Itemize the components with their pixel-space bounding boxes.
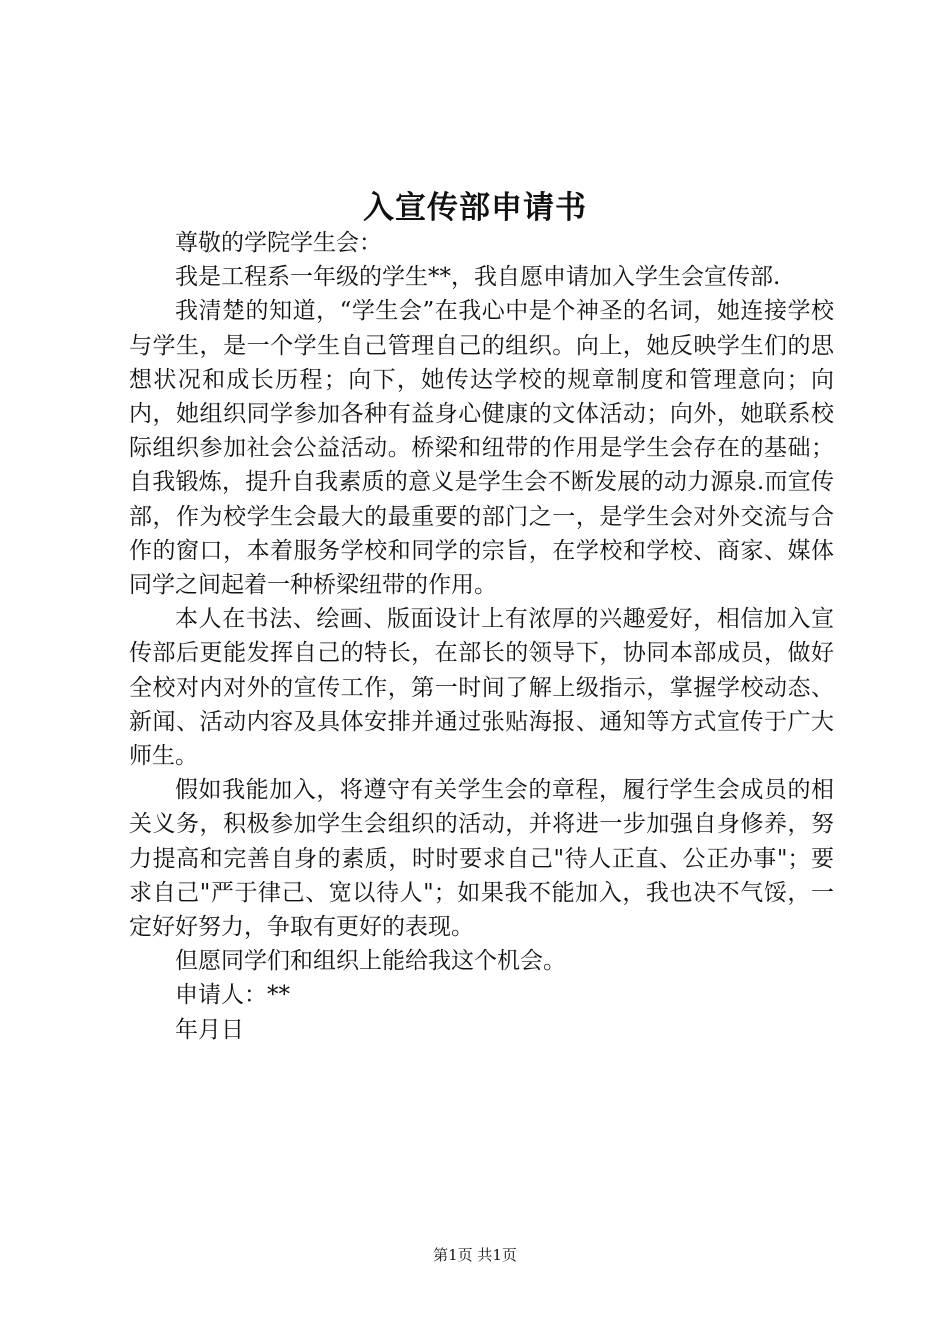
paragraph-skills: 本人在书法、绘画、版面设计上有浓厚的兴趣爱好，相信加入宣传部后更能发挥自己的特长，在部长的领导下，协同本部成员，做好全校对内对外的宣传工作，第一时间了解上级指示，掌握学校动态、新闻、活动内容及具体安排并通过张贴海报、通知等方式宣传于广大师生。 bbox=[129, 606, 834, 770]
salutation: 尊敬的学院学生会： bbox=[175, 230, 382, 256]
document-body bbox=[129, 226, 834, 1047]
paragraph-commitment: 假如我能加入，将遵守有关学生会的章程，履行学生会成员的相关义务，积极参加学生会组织的活动，并将进一步加强自身修养，努力提高和完善自身的素质，时时要求自己"待人正直、公正办事"；要求自己"严于律己、宽以待人"；如果我不能加入，我也决不气馁，一定好好努力，争取有更好的表现。 bbox=[129, 777, 834, 941]
paragraph-intro: 我是工程系一年级的学生**，我自愿申请加入学生会宣传部. bbox=[175, 264, 781, 291]
paragraph-understanding: 我清楚的知道，“学生会”在我心中是个神圣的名词，她连接学校与学生，是一个学生自己管理自己的组织。向上，她反映学生们的思想状况和成长历程；向下，她传达学校的规章制度和管理意向；向内，她组织同学参加各种有益身心健康的文体活动；向外，她联系校际组织参加社会公益活动。桥梁和纽带的作用是学生会存在的基础；自我锻炼，提升自我素质的意义是学生会不断发展的动力源泉.而宣传部，作为校学生会最大的最重要的部门之一，是学生会对外交流与合作的窗口，本着服务学校和同学的宗旨，在学校和学校、商家、媒体同学之间起着一种桥梁纽带的作用。 bbox=[129, 298, 834, 599]
page-footer: 第1页 共1页 bbox=[433, 1246, 517, 1264]
paragraph-closing: 但愿同学们和组织上能给我这个机会。 bbox=[175, 948, 566, 975]
applicant-line: 申请人：** bbox=[175, 982, 290, 1009]
date-line: 年月日 bbox=[175, 1016, 244, 1043]
document-title: 入宣传部申请书 bbox=[363, 190, 587, 226]
